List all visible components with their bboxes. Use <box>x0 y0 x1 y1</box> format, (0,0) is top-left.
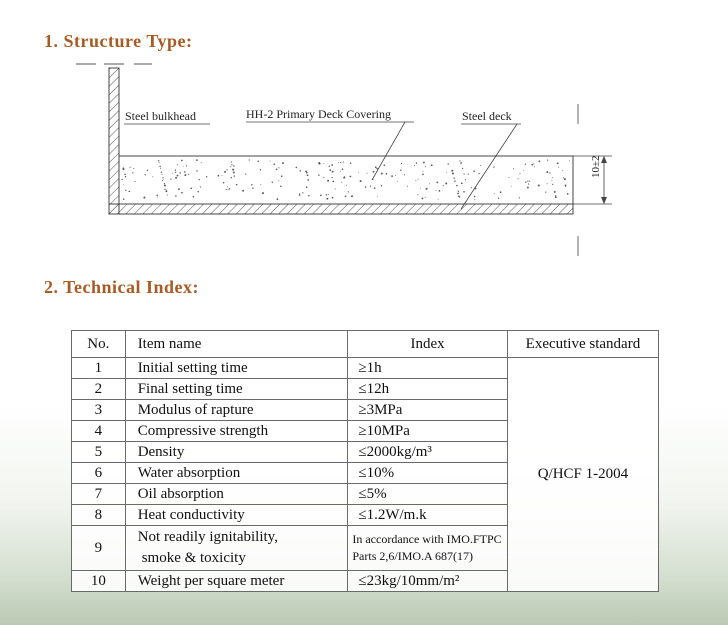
speckle <box>342 168 344 170</box>
speckle <box>381 173 383 175</box>
speckle <box>563 177 564 178</box>
speckle <box>453 177 454 178</box>
speckle <box>545 191 546 192</box>
speckle <box>162 174 163 175</box>
cell-index-line1: In accordance with IMO.FTPC <box>352 532 502 546</box>
speckle <box>299 194 301 196</box>
speckle <box>493 166 494 167</box>
cell-index: ≥10MPa <box>348 421 508 442</box>
cell-item-line1: Not readily ignitability, <box>137 529 278 545</box>
speckle <box>426 188 428 190</box>
speckle <box>565 186 566 187</box>
speckle <box>471 187 472 188</box>
speckle <box>231 164 232 165</box>
speckle <box>509 177 510 178</box>
label-deck-covering: HH-2 Primary Deck Covering <box>246 107 391 121</box>
speckle <box>306 172 308 174</box>
speckle <box>551 180 552 181</box>
speckle <box>162 177 163 178</box>
speckle <box>338 162 339 163</box>
speckle <box>511 186 512 187</box>
speckle <box>177 164 178 165</box>
label-thickness: 10±2 <box>590 155 602 178</box>
speckle <box>425 166 426 167</box>
speckle <box>331 164 333 166</box>
speckle <box>234 175 235 176</box>
speckle <box>519 173 520 174</box>
dimension-arrowhead <box>601 197 607 204</box>
cell-item: Oil absorption <box>125 484 348 505</box>
speckle <box>344 177 345 178</box>
cell-index: ≤1.2W/m.k <box>348 505 508 526</box>
speckle <box>386 173 388 175</box>
speckle <box>323 177 324 178</box>
cell-no: 4 <box>72 421 126 442</box>
cell-no: 3 <box>72 400 126 421</box>
cell-item: Weight per square meter <box>125 571 348 592</box>
speckle <box>401 163 402 164</box>
speckle <box>252 187 253 188</box>
cell-index: ≥1h <box>348 358 508 379</box>
speckle <box>162 180 163 181</box>
label-steel-bulkhead: Steel bulkhead <box>125 109 196 123</box>
speckle <box>418 179 419 180</box>
header-executive-standard: Executive standard <box>507 331 658 358</box>
cell-item: Final setting time <box>125 379 348 400</box>
speckle <box>231 177 232 178</box>
speckle <box>404 174 405 175</box>
speckle <box>181 192 183 194</box>
speckle <box>125 176 126 177</box>
speckle <box>459 160 460 161</box>
speckle <box>181 160 183 162</box>
cell-index-line2: Parts 2,6/IMO.A 687(17) <box>352 549 474 563</box>
speckle <box>462 168 463 169</box>
cell-index: ≥3MPa <box>348 400 508 421</box>
speckle <box>423 161 425 163</box>
speckle <box>468 173 469 174</box>
speckle <box>547 183 548 184</box>
speckle <box>307 179 309 181</box>
speckle <box>552 184 553 185</box>
speckle <box>201 162 202 163</box>
speckle <box>320 194 322 196</box>
speckle <box>178 188 180 190</box>
speckle <box>460 163 461 164</box>
speckle <box>498 198 499 199</box>
speckle <box>547 160 548 161</box>
speckle <box>125 190 126 191</box>
speckle <box>296 167 298 169</box>
speckle <box>523 170 524 171</box>
cell-no: 6 <box>72 463 126 484</box>
speckle <box>226 169 227 170</box>
speckle <box>345 195 347 197</box>
speckle <box>329 169 331 171</box>
speckle <box>223 182 225 184</box>
speckle <box>407 186 408 187</box>
speckle <box>257 160 259 162</box>
speckle <box>193 196 195 198</box>
speckle <box>280 186 282 188</box>
speckle <box>164 183 165 184</box>
speckle <box>230 166 231 167</box>
cell-no: 8 <box>72 505 126 526</box>
speckle <box>318 174 319 175</box>
speckle <box>494 193 495 194</box>
speckle <box>282 162 284 164</box>
speckle <box>170 178 171 179</box>
cell-item: Heat conductivity <box>125 505 348 526</box>
header-item-name: Item name <box>125 331 348 358</box>
speckle <box>249 159 250 160</box>
speckle <box>227 186 228 187</box>
speckle <box>534 166 535 167</box>
speckle <box>196 159 198 161</box>
speckle <box>175 172 176 173</box>
speckle <box>456 185 457 186</box>
speckle <box>350 176 352 178</box>
speckle <box>130 167 131 168</box>
speckle <box>145 174 146 175</box>
speckle <box>562 170 563 171</box>
speckle <box>233 165 234 166</box>
speckle <box>391 175 393 177</box>
speckle <box>327 180 329 182</box>
speckle <box>272 182 273 183</box>
cell-item: Initial setting time <box>125 358 348 379</box>
speckle <box>528 183 529 184</box>
speckle <box>373 171 375 173</box>
speckle <box>332 197 334 199</box>
speckle <box>177 175 179 177</box>
speckle <box>165 190 167 192</box>
speckle <box>377 196 378 197</box>
cell-no: 9 <box>72 526 126 571</box>
table-header-row <box>72 331 659 358</box>
speckle <box>415 180 416 181</box>
speckle <box>270 161 271 162</box>
speckle <box>251 184 252 185</box>
speckle <box>533 163 534 164</box>
speckle <box>172 173 173 174</box>
speckle <box>519 197 520 198</box>
speckle <box>180 172 181 173</box>
speckle <box>134 181 135 182</box>
speckle <box>350 162 352 164</box>
speckle <box>374 187 376 189</box>
speckle <box>306 186 308 188</box>
speckle <box>161 172 162 173</box>
speckle <box>197 191 198 192</box>
cell-item: Modulus of rapture <box>125 400 348 421</box>
speckle <box>558 167 559 168</box>
speckle <box>555 195 556 196</box>
cell-item: Water absorption <box>125 463 348 484</box>
speckle <box>121 179 122 180</box>
speckle <box>273 163 275 165</box>
speckle <box>245 174 246 175</box>
speckle <box>123 168 125 170</box>
speckle <box>229 188 231 190</box>
speckle <box>464 173 465 174</box>
speckle <box>228 189 229 190</box>
speckle <box>260 184 261 185</box>
speckle <box>302 192 303 193</box>
speckle <box>200 186 201 187</box>
speckle <box>329 166 330 167</box>
speckle <box>226 189 227 190</box>
cell-item: Density <box>125 442 348 463</box>
speckle <box>231 161 232 162</box>
speckle <box>343 162 344 163</box>
speckle <box>152 176 153 177</box>
cell-index: ≤2000kg/m³ <box>348 442 508 463</box>
cell-index: ≤12h <box>348 379 508 400</box>
speckle <box>124 174 126 176</box>
speckle <box>158 160 159 161</box>
speckle <box>480 165 481 166</box>
speckle <box>164 185 166 187</box>
speckle <box>463 191 465 193</box>
cell-no: 7 <box>72 484 126 505</box>
speckle <box>160 168 161 169</box>
speckle <box>358 172 359 173</box>
technical-index-table <box>71 330 659 592</box>
speckle <box>242 190 244 192</box>
cell-no: 1 <box>72 358 126 379</box>
cell-index: ≤5% <box>348 484 508 505</box>
speckle <box>175 195 177 197</box>
speckle <box>278 180 279 181</box>
cell-index: ≤10% <box>348 463 508 484</box>
cell-index <box>348 526 508 571</box>
speckle <box>159 162 160 163</box>
steel-deck <box>109 204 573 214</box>
speckle <box>539 160 541 162</box>
speckle <box>341 182 342 183</box>
speckle <box>164 189 165 190</box>
speckle <box>307 174 309 176</box>
speckle <box>332 177 333 178</box>
label-steel-deck: Steel deck <box>462 109 512 123</box>
speckle <box>474 196 475 197</box>
speckle <box>395 175 396 176</box>
speckle <box>183 166 184 167</box>
speckle <box>416 162 417 163</box>
speckle <box>222 175 223 176</box>
speckle <box>190 187 192 189</box>
cell-index: ≤23kg/10mm/m² <box>348 571 508 592</box>
speckle <box>340 162 341 163</box>
speckle <box>184 171 186 173</box>
speckle <box>527 187 529 189</box>
speckle <box>569 160 570 161</box>
cell-item <box>125 526 348 571</box>
speckle <box>328 194 329 195</box>
steel-bulkhead <box>109 68 119 214</box>
speckle <box>538 185 540 187</box>
speckle <box>340 171 341 172</box>
speckle <box>546 171 548 173</box>
speckle <box>552 177 553 178</box>
speckle <box>555 196 557 198</box>
speckle <box>206 176 207 177</box>
section-title-technical-index: 2. Technical Index: <box>44 277 200 297</box>
speckle <box>326 198 328 200</box>
table-row <box>72 358 659 379</box>
speckle <box>436 182 438 184</box>
speckle <box>438 199 439 200</box>
cell-no: 5 <box>72 442 126 463</box>
cell-no: 10 <box>72 571 126 592</box>
speckle <box>167 194 168 195</box>
cell-no: 2 <box>72 379 126 400</box>
speckle <box>431 164 433 166</box>
speckle <box>186 165 187 166</box>
speckle <box>420 188 421 189</box>
header-no: No. <box>72 331 126 358</box>
speckle <box>567 193 569 195</box>
speckle <box>156 194 158 196</box>
speckle <box>429 183 430 184</box>
speckle <box>299 193 300 194</box>
cell-item: Compressive strength <box>125 421 348 442</box>
speckle <box>348 191 349 192</box>
speckle <box>278 167 279 168</box>
speckle <box>525 164 526 165</box>
speckle <box>451 170 453 172</box>
speckle <box>277 198 279 200</box>
speckle <box>184 174 186 176</box>
speckle <box>436 190 437 191</box>
speckle <box>157 196 158 197</box>
speckle <box>376 168 378 170</box>
speckle <box>461 182 463 184</box>
speckle <box>123 184 124 185</box>
speckle <box>421 197 423 199</box>
speckle <box>262 192 264 194</box>
speckle <box>383 164 385 166</box>
speckle <box>165 189 166 190</box>
speckle <box>513 168 514 169</box>
speckle <box>500 191 502 193</box>
speckle <box>474 199 475 200</box>
speckle <box>323 163 324 164</box>
speckle <box>300 170 302 172</box>
speckle <box>218 175 220 177</box>
speckle <box>232 169 234 171</box>
speckle <box>473 170 475 172</box>
speckle <box>326 194 328 196</box>
speckle <box>276 168 278 170</box>
speckle <box>381 185 382 186</box>
speckle <box>458 195 460 197</box>
speckle <box>260 169 261 170</box>
speckle <box>332 171 334 173</box>
speckle <box>518 178 519 179</box>
speckle <box>400 170 401 171</box>
speckle <box>397 181 398 182</box>
speckle <box>199 179 200 180</box>
speckle <box>365 186 366 187</box>
speckle <box>478 173 479 174</box>
speckle <box>557 162 559 164</box>
speckle <box>224 171 225 172</box>
speckle <box>143 197 145 199</box>
speckle <box>159 166 160 167</box>
speckle <box>147 170 148 171</box>
speckle <box>128 191 129 192</box>
speckle <box>123 198 125 200</box>
speckle <box>133 168 134 169</box>
speckle <box>439 190 441 192</box>
header-index: Index <box>348 331 508 358</box>
speckle <box>446 172 447 173</box>
speckle <box>375 166 377 168</box>
speckle <box>308 195 309 196</box>
speckle <box>549 172 550 173</box>
speckle <box>458 191 459 192</box>
speckle <box>461 162 462 163</box>
speckle <box>237 184 238 185</box>
cell-item-line2: smoke & toxicity <box>141 550 246 566</box>
speckle <box>360 180 362 182</box>
speckle <box>445 183 447 185</box>
speckle <box>443 185 444 186</box>
speckle <box>425 197 426 198</box>
speckle <box>529 181 530 182</box>
speckle <box>554 191 556 193</box>
speckle <box>417 194 418 195</box>
speckle <box>196 170 197 171</box>
speckle <box>527 180 528 181</box>
speckle <box>163 179 164 180</box>
speckle <box>318 162 320 164</box>
speckle <box>525 181 526 182</box>
section-title-structure-type: 1. Structure Type: <box>44 31 193 51</box>
speckle <box>531 164 533 166</box>
speckle <box>457 193 459 195</box>
speckle <box>370 185 371 186</box>
speckle <box>281 175 283 177</box>
speckle <box>188 174 189 175</box>
speckle <box>454 180 455 181</box>
speckle <box>233 172 235 174</box>
speckle <box>175 177 177 179</box>
speckle <box>564 178 566 180</box>
speckle <box>414 165 415 166</box>
speckle <box>175 169 176 170</box>
structure-diagram <box>0 0 728 270</box>
speckle <box>346 185 347 186</box>
speckle <box>448 163 449 164</box>
cell-executive-standard: Q/HCF 1-2004 <box>507 358 658 592</box>
speckle <box>367 173 368 174</box>
speckle <box>332 181 334 183</box>
speckle <box>351 195 353 197</box>
speckle <box>335 188 336 189</box>
speckle <box>423 171 424 172</box>
speckle <box>452 173 454 175</box>
speckle <box>465 179 466 180</box>
speckle <box>422 173 424 175</box>
speckle <box>132 172 133 173</box>
